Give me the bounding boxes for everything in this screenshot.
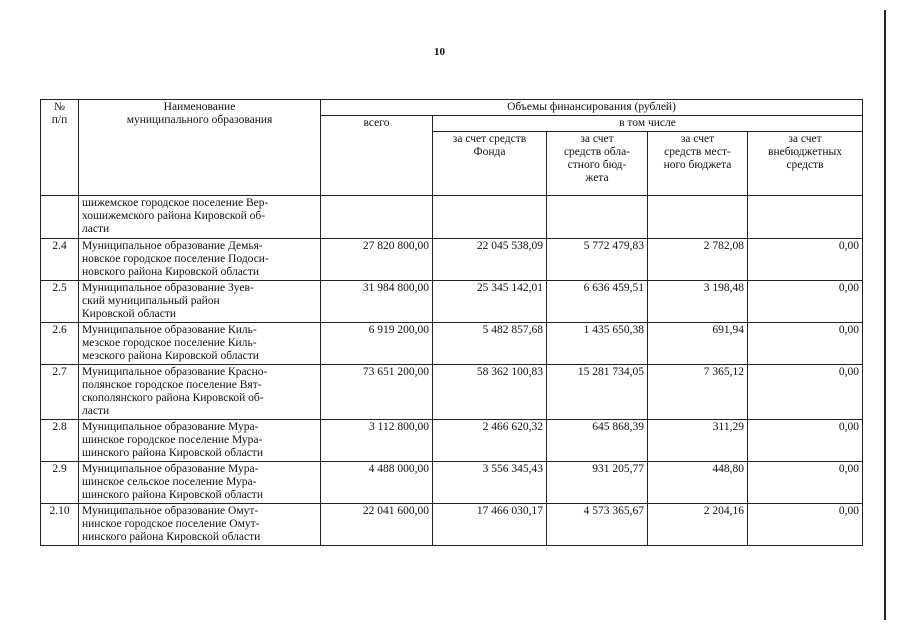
row-name: Муниципальное образование Демья- новское городское поселение Подоси- новского района Кировской области bbox=[79, 239, 321, 281]
header-num: № п/п bbox=[41, 100, 79, 196]
table-row bbox=[41, 239, 863, 281]
header-funding: Объемы финансирования (рублей) bbox=[321, 100, 863, 116]
row-total: 6 919 200,00 bbox=[321, 323, 433, 365]
header-regional: за счет средств обла- стного бюд- жета bbox=[547, 132, 648, 196]
row-total: 22 041 600,00 bbox=[321, 504, 433, 546]
row-num: 2.4 bbox=[41, 239, 79, 281]
row-regional: 931 205,77 bbox=[547, 462, 648, 504]
row-name: Муниципальное образование Мура- шинское городское поселение Мура- шинского района Кировской области bbox=[79, 420, 321, 462]
page-number: 10 bbox=[434, 46, 445, 58]
row-extra: 0,00 bbox=[748, 365, 863, 420]
row-total: 73 651 200,00 bbox=[321, 365, 433, 420]
header-row-1 bbox=[41, 100, 863, 116]
row-local: 3 198,48 bbox=[648, 281, 748, 323]
row-num: 2.7 bbox=[41, 365, 79, 420]
row-fund: 25 345 142,01 bbox=[433, 281, 547, 323]
row-fund bbox=[433, 196, 547, 239]
row-fund: 17 466 030,17 bbox=[433, 504, 547, 546]
table-row bbox=[41, 365, 863, 420]
row-name: шижемское городское поселение Вер- хошижемского района Кировской об- ласти bbox=[79, 196, 321, 239]
header-total: всего bbox=[321, 116, 433, 196]
row-local: 7 365,12 bbox=[648, 365, 748, 420]
row-regional bbox=[547, 196, 648, 239]
row-num: 2.10 bbox=[41, 504, 79, 546]
table-row bbox=[41, 323, 863, 365]
row-extra bbox=[748, 196, 863, 239]
header-fund: за счет средств Фонда bbox=[433, 132, 547, 196]
row-regional: 6 636 459,51 bbox=[547, 281, 648, 323]
row-regional: 15 281 734,05 bbox=[547, 365, 648, 420]
row-local bbox=[648, 196, 748, 239]
header-name: Наименование муниципального образования bbox=[79, 100, 321, 196]
row-regional: 4 573 365,67 bbox=[547, 504, 648, 546]
row-extra: 0,00 bbox=[748, 462, 863, 504]
table-row bbox=[41, 281, 863, 323]
row-num bbox=[41, 196, 79, 239]
row-total: 3 112 800,00 bbox=[321, 420, 433, 462]
row-name: Муниципальное образование Омут- нинское городское поселение Омут- нинского района Кировской области bbox=[79, 504, 321, 546]
row-num: 2.6 bbox=[41, 323, 79, 365]
row-extra: 0,00 bbox=[748, 323, 863, 365]
row-fund: 58 362 100,83 bbox=[433, 365, 547, 420]
row-total bbox=[321, 196, 433, 239]
row-regional: 5 772 479,83 bbox=[547, 239, 648, 281]
header-local: за счет средств мест- ного бюджета bbox=[648, 132, 748, 196]
table-row bbox=[41, 462, 863, 504]
row-fund: 3 556 345,43 bbox=[433, 462, 547, 504]
financing-table bbox=[40, 99, 863, 546]
row-local: 2 204,16 bbox=[648, 504, 748, 546]
row-total: 31 984 800,00 bbox=[321, 281, 433, 323]
row-extra: 0,00 bbox=[748, 420, 863, 462]
row-local: 311,29 bbox=[648, 420, 748, 462]
row-name: Муниципальное образование Мура- шинское сельское поселение Мура- шинского района Кировской области bbox=[79, 462, 321, 504]
table-row bbox=[41, 196, 863, 239]
header-extra: за счет внебюджетных средств bbox=[748, 132, 863, 196]
row-num: 2.8 bbox=[41, 420, 79, 462]
row-name: Муниципальное образование Киль- мезское городское поселение Киль- мезского района Кировской области bbox=[79, 323, 321, 365]
row-regional: 1 435 650,38 bbox=[547, 323, 648, 365]
row-fund: 5 482 857,68 bbox=[433, 323, 547, 365]
row-extra: 0,00 bbox=[748, 504, 863, 546]
row-local: 2 782,08 bbox=[648, 239, 748, 281]
row-extra: 0,00 bbox=[748, 281, 863, 323]
row-num: 2.5 bbox=[41, 281, 79, 323]
table-row bbox=[41, 420, 863, 462]
row-total: 4 488 000,00 bbox=[321, 462, 433, 504]
scan-edge-line bbox=[884, 10, 886, 620]
row-name: Муниципальное образование Зуев- ский муниципальный район Кировской области bbox=[79, 281, 321, 323]
table-row bbox=[41, 504, 863, 546]
row-fund: 22 045 538,09 bbox=[433, 239, 547, 281]
row-num: 2.9 bbox=[41, 462, 79, 504]
row-fund: 2 466 620,32 bbox=[433, 420, 547, 462]
row-local: 691,94 bbox=[648, 323, 748, 365]
row-regional: 645 868,39 bbox=[547, 420, 648, 462]
row-total: 27 820 800,00 bbox=[321, 239, 433, 281]
row-name: Муниципальное образование Красно- полянское городское поселение Вят- скополянского района Кировской об- ласти bbox=[79, 365, 321, 420]
header-including: в том числе bbox=[433, 116, 863, 132]
row-local: 448,80 bbox=[648, 462, 748, 504]
row-extra: 0,00 bbox=[748, 239, 863, 281]
